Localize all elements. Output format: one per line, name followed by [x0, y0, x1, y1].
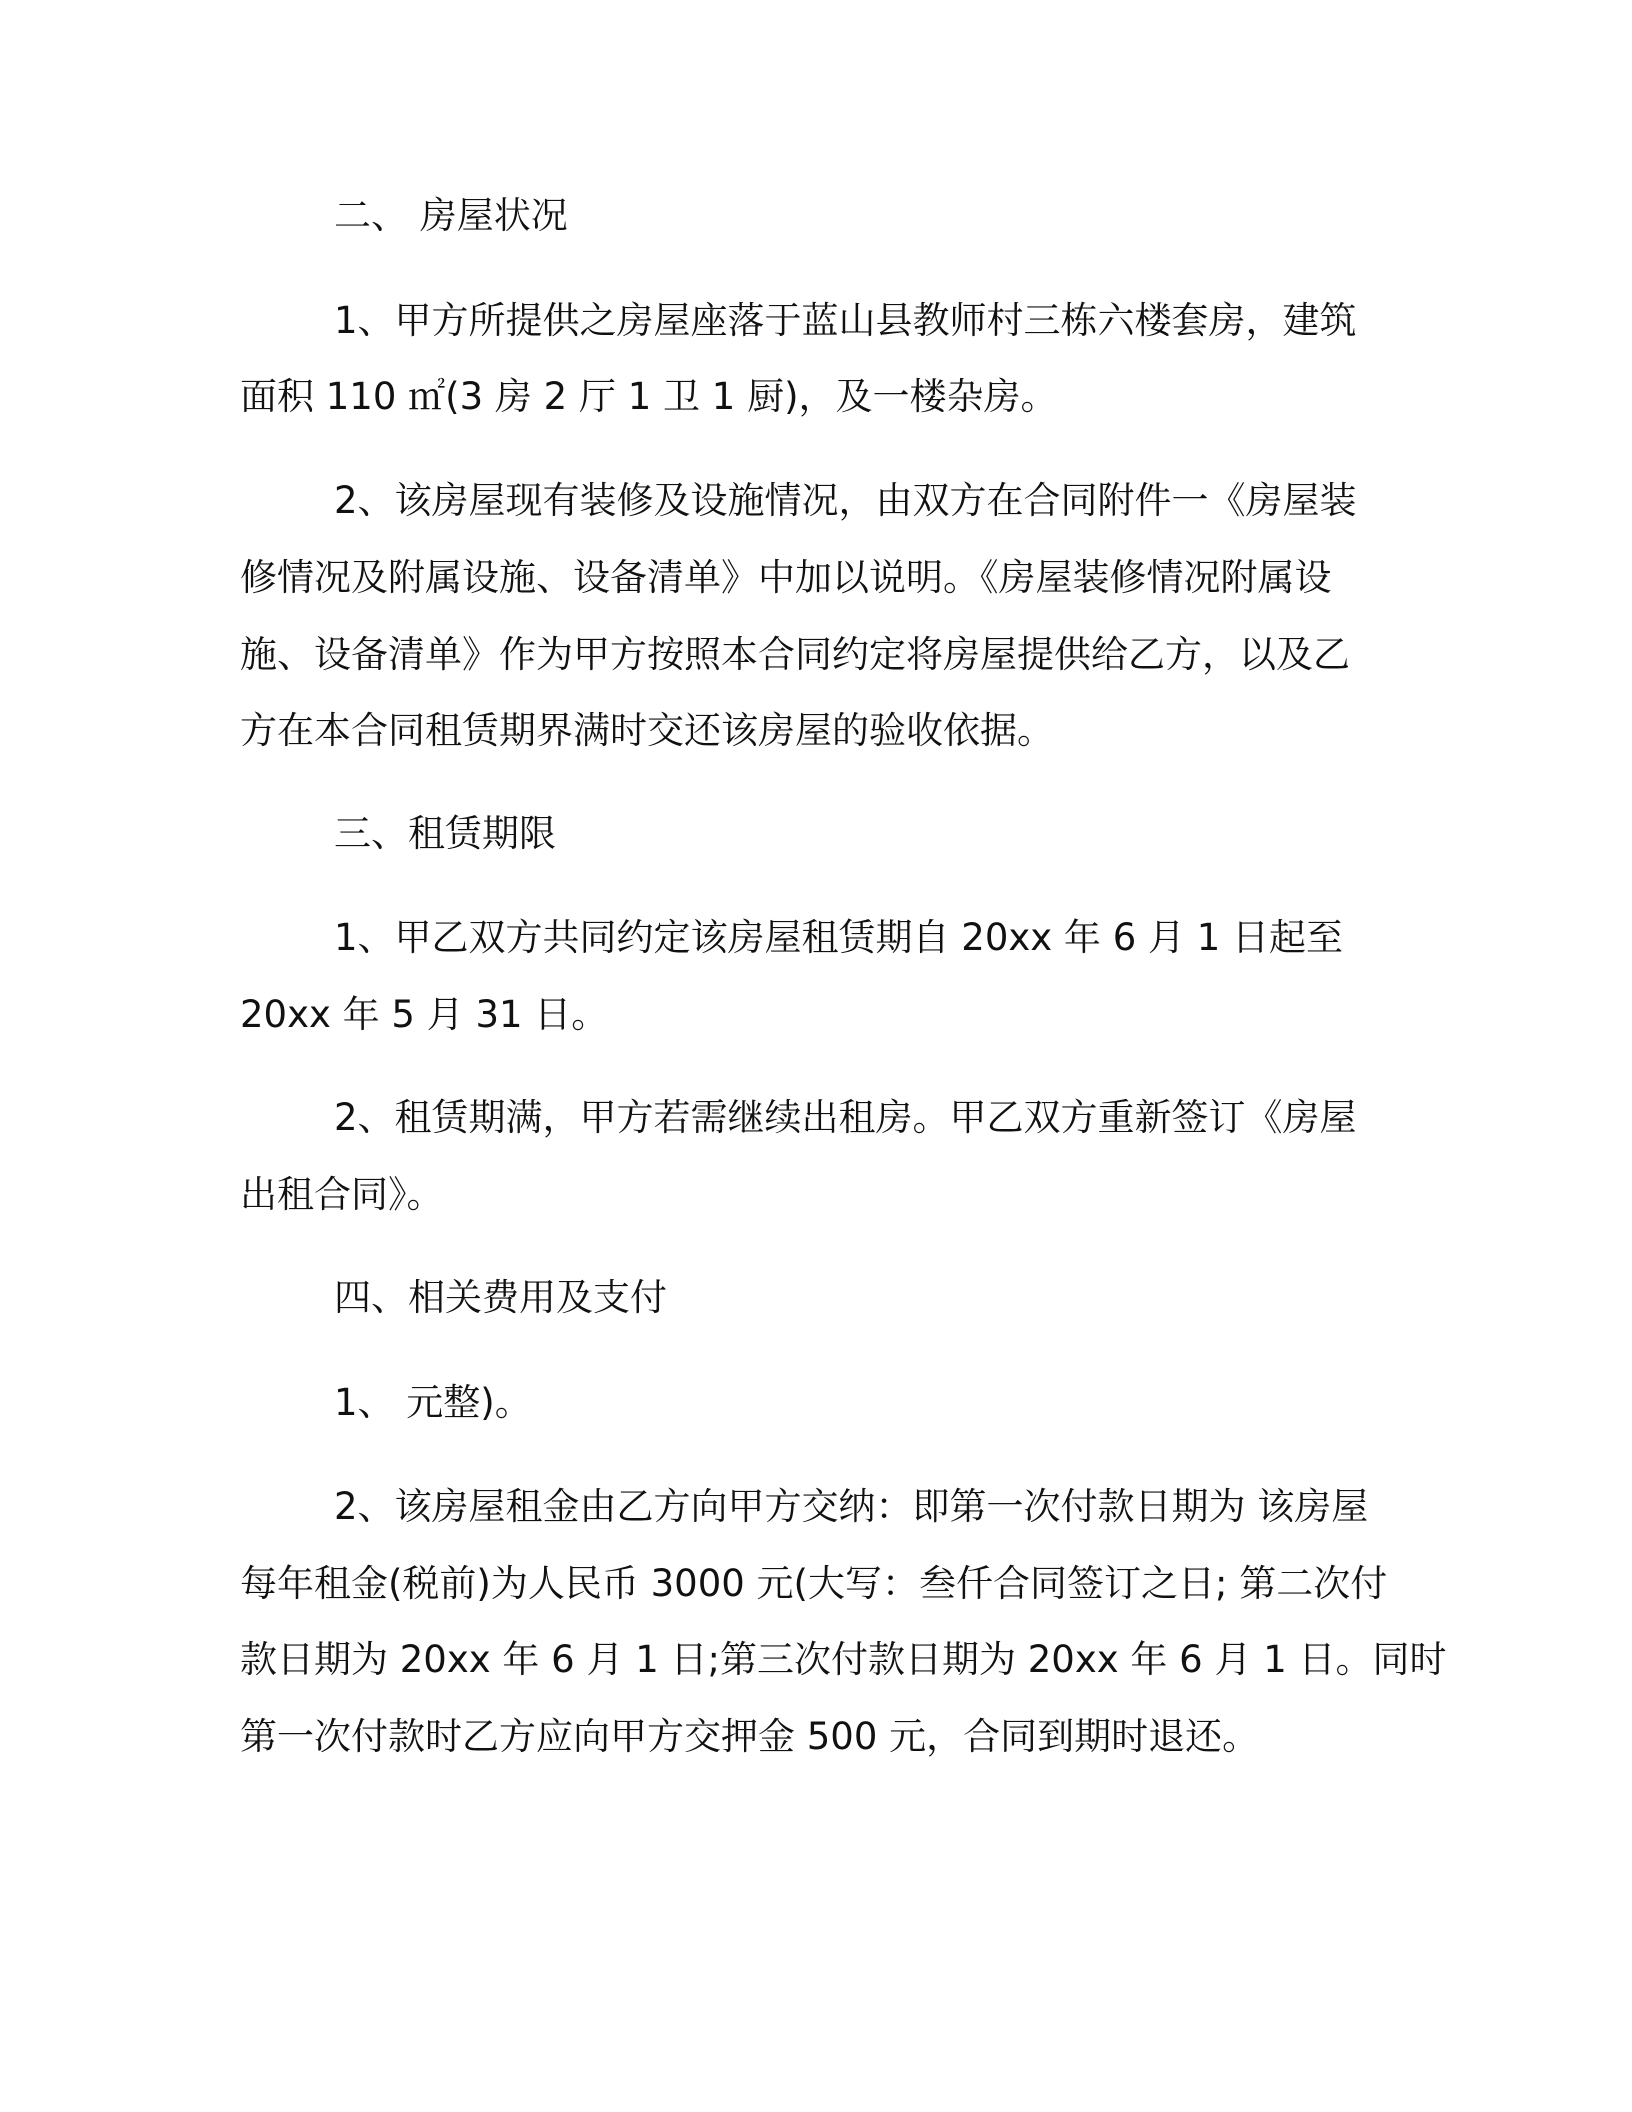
paragraph-line: 2、该房屋现有装修及设施情况，由双方在合同附件一《房屋装 — [334, 479, 1357, 522]
paragraph-line: 1、甲乙双方共同约定该房屋租赁期自 20xx 年 6 月 1 日起至 — [334, 916, 1344, 959]
paragraph-line: 第一次付款时乙方应向甲方交押金 500 元，合同到期时退还。 — [240, 1715, 1260, 1758]
section-heading-fees-payment: 四、相关费用及支付 — [334, 1276, 667, 1319]
paragraph-line: 2、租赁期满，甲方若需继续出租房。甲乙双方重新签订《房屋 — [334, 1096, 1357, 1139]
section-heading-housing-condition: 二、 房屋状况 — [334, 194, 568, 237]
paragraph-line: 款日期为 20xx 年 6 月 1 日;第三次付款日期为 20xx 年 6 月 1 日。同时 — [240, 1638, 1447, 1681]
paragraph-line: 出租合同》。 — [240, 1173, 444, 1216]
paragraph-line: 面积 110 ㎡(3 房 2 厅 1 卫 1 厨)，及一楼杂房。 — [240, 375, 1058, 418]
section-heading-lease-term: 三、租赁期限 — [334, 812, 556, 855]
paragraph-line: 1、 元整)。 — [334, 1381, 532, 1424]
paragraph-line: 20xx 年 5 月 31 日。 — [240, 993, 609, 1036]
paragraph-line: 每年租金(税前)为人民币 3000 元(大写：叁仟合同签订之日; 第二次付 — [240, 1562, 1388, 1605]
paragraph-line: 2、该房屋租金由乙方向甲方交纳：即第一次付款日期为 该房屋 — [334, 1485, 1369, 1528]
paragraph-line: 施、设备清单》作为甲方按照本合同约定将房屋提供给乙方，以及乙 — [240, 633, 1350, 676]
paragraph-line: 方在本合同租赁期界满时交还该房屋的验收依据。 — [240, 709, 1054, 752]
paragraph-line: 1、甲方所提供之房屋座落于蓝山县教师村三栋六楼套房，建筑 — [334, 299, 1357, 342]
paragraph-line: 修情况及附属设施、设备清单》中加以说明。《房屋装修情况附属设 — [240, 556, 1332, 599]
